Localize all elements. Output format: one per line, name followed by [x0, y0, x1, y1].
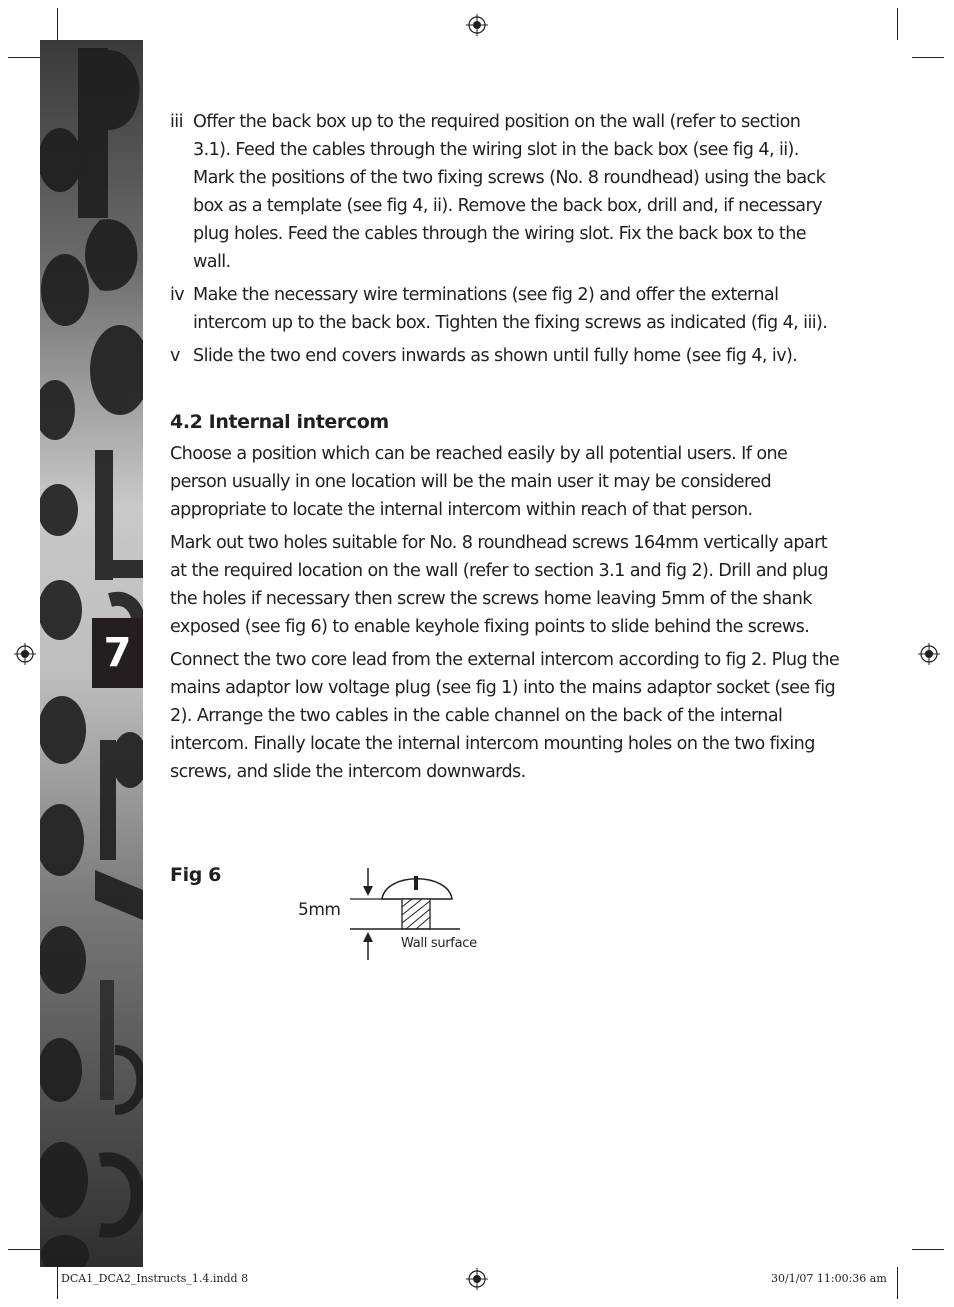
list-item-text: Slide the two end covers inwards as shown until fully home (see fig 4, iv).	[193, 346, 798, 366]
list-item-number: iv	[170, 285, 185, 305]
chapter-tab: 7	[92, 618, 143, 688]
registration-mark-icon	[466, 1268, 488, 1290]
list-item-text: Make the necessary wire terminations (see fig 2) and offer the external intercom up to the back box. Tighten the fixing screws as indicated (fig 4, iii).	[193, 285, 828, 333]
crop-mark	[897, 8, 898, 40]
crop-mark	[8, 57, 40, 58]
registration-mark-icon	[14, 643, 36, 665]
crop-mark	[57, 8, 58, 40]
surface-label: Wall surface	[401, 936, 477, 951]
footer-timestamp: 30/1/07 11:00:36 am	[771, 1272, 887, 1285]
crop-mark	[912, 57, 944, 58]
main-content	[170, 108, 842, 791]
list-item-number: iii	[170, 112, 183, 132]
section-heading: 4.2 Internal intercom	[170, 411, 389, 433]
crop-mark	[897, 1267, 898, 1299]
list-item	[170, 342, 842, 370]
list-item	[170, 108, 842, 276]
registration-mark-icon	[918, 643, 940, 665]
registration-mark-icon	[466, 14, 488, 36]
list-item-number: v	[170, 346, 180, 366]
paragraph: Connect the two core lead from the external intercom according to fig 2. Plug the mains adaptor low voltage plug (see fig 1) into the mains adaptor socket (see fig 2). Arrange the two cables in the cable channel on the back of the internal intercom. Finally locate the internal intercom mounting holes on the two fixing screws, and slide the intercom downwards.	[170, 650, 840, 782]
list-item-text: Offer the back box up to the required position on the wall (refer to section 3.1). Feed the cables through the wiring slot in the back box (see fig 4, ii). Mark the positions of the two fixing screws (No. 8 roundhead) using the back box as a template (see fig 4, ii). Remove the back box, drill and, if necessary plug holes. Feed the cables through the wiring slot. Fix the back box to the wall.	[193, 112, 826, 272]
footer-filename: DCA1_DCA2_Instructs_1.4.indd 8	[61, 1272, 249, 1285]
paragraph: Choose a position which can be reached easily by all potential users. If one person usually in one location will be the main user it may be considered appropriate to locate the internal intercom within reach of that person.	[170, 444, 788, 520]
list-item	[170, 281, 842, 337]
figure-label: Fig 6	[170, 864, 221, 886]
crop-mark	[57, 1267, 58, 1299]
crop-mark	[8, 1249, 40, 1250]
dimension-label: 5mm	[298, 900, 341, 920]
paragraph: Mark out two holes suitable for No. 8 roundhead screws 164mm vertically apart at the required location on the wall (refer to section 3.1 and fig 2). Drill and plug the holes if necessary then screw the screws home leaving 5mm of the shank exposed (see fig 6) to enable keyhole fixing points to slide behind the screws.	[170, 533, 829, 637]
crop-mark	[912, 1249, 944, 1250]
